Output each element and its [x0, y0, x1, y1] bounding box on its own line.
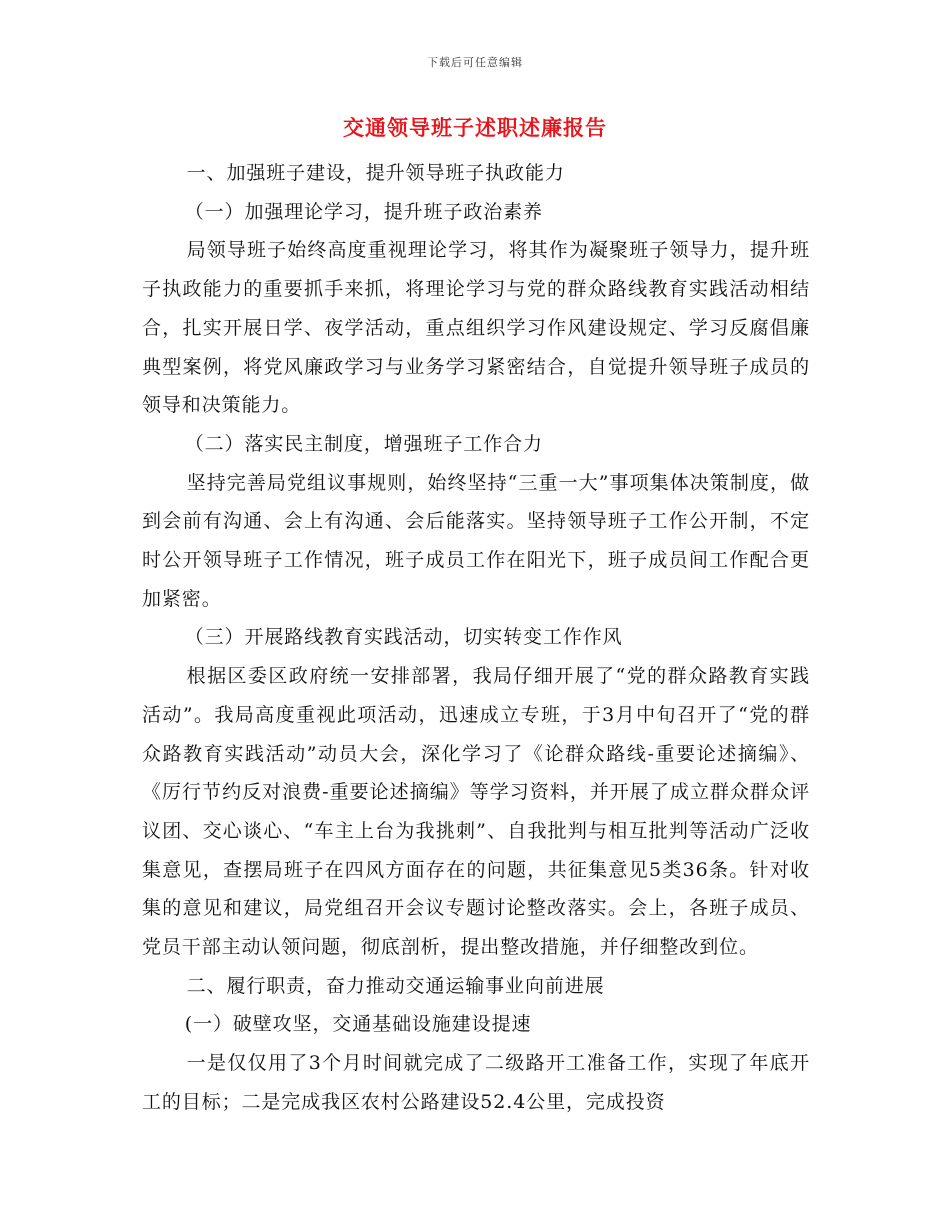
- header-note: 下载后可任意编辑: [427, 56, 523, 69]
- subsection-heading-1-1: （一）加强理论学习，提升班子政治素养: [184, 200, 543, 223]
- body-paragraph: 一是仅仅用了3个月时间就完成了二级路开工准备工作，实现了年底开工的目标；二是完成我区农村公路建设52.4公里，完成投资: [142, 1052, 810, 1113]
- document-body: [142, 154, 810, 1122]
- body-paragraph: 坚持完善局党组议事规则，始终坚持“三重一大”事项集体决策制度，做到会前有沟通、会上有沟通、会后能落实。坚持领导班子工作公开制，不定时公开领导班子工作情况，班子成员工作在阳光下，班子成员间工作配合更加紧密。: [142, 471, 810, 610]
- section-heading-2: 二、履行职责，奋力推动交通运输事业向前进展: [186, 974, 605, 997]
- document-title: 交通领导班子述职述廉报告: [343, 115, 607, 140]
- section-heading-1: 一、加强班子建设，提升领导班子执政能力: [186, 162, 565, 184]
- body-paragraph: 局领导班子始终高度重视理论学习，将其作为凝聚班子领导力，提升班子执政能力的重要抓手来抓，将理论学习与党的群众路线教育实践活动相结合，扎实开展日学、夜学活动，重点组织学习作风建设规定、学习反腐倡廉典型案例，将党风廉政学习与业务学习紧密结合，自觉提升领导班子成员的领导和决策能力。: [142, 239, 810, 417]
- subsection-heading-2-1: (一）破壁攻坚，交通基础设施建设提速: [184, 1013, 532, 1036]
- body-paragraph: 根据区委区政府统一安排部署，我局仔细开展了“党的群众路教育实践活动”。我局高度重视此项活动，迅速成立专班，于3月中旬召开了“党的群众路教育实践活动”动员大会，深化学习了《论群众路线-重要论述摘编》、《厉行节约反对浪费-重要论述摘编》等学习资料，并开展了成立群众群众评议团、交心谈心、“车主上台为我挑刺”、自我批判与相互批判等活动广泛收集意见，查摆局班子在四风方面存在的问题，共征集意见5类36条。针对收集的意见和建议，局党组召开会议专题讨论整改落实。会上，各班子成员、党员干部主动认领问题，彻底剖析，提出整改措施，并仔细整改到位。: [142, 665, 810, 959]
- subsection-heading-1-2: （二）落实民主制度，增强班子工作合力: [184, 432, 543, 455]
- subsection-heading-1-3: （三）开展路线教育实践活动，切实转变工作作风: [184, 626, 623, 649]
